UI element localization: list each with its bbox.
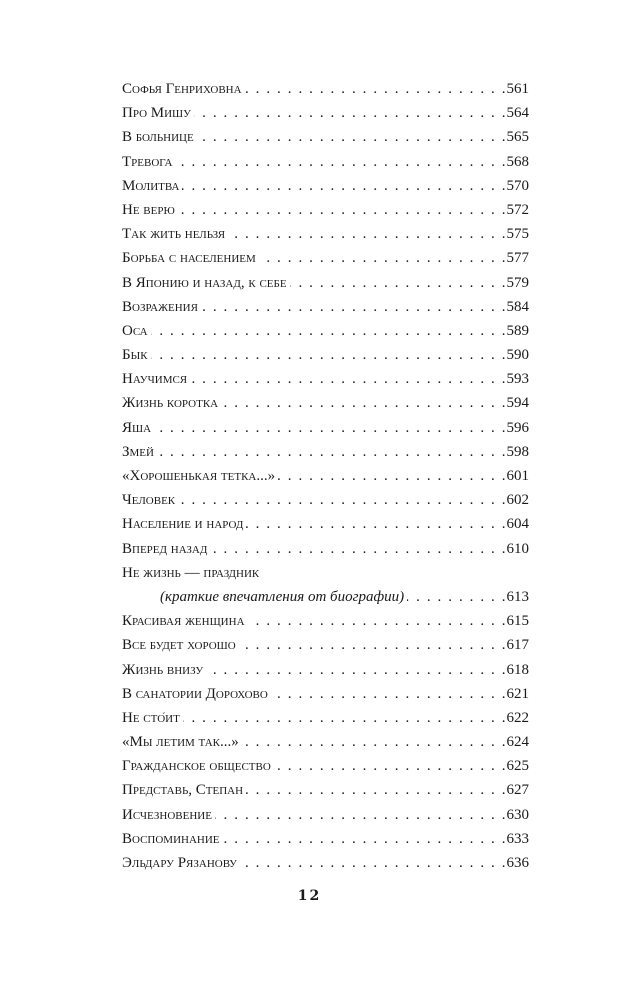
toc-entry bbox=[122, 464, 529, 488]
toc-entry-page: 615 bbox=[506, 613, 529, 630]
dot-leader bbox=[290, 271, 506, 295]
toc-entry-page: 617 bbox=[506, 637, 529, 654]
toc-entry-subtitle-row bbox=[122, 585, 529, 609]
toc-entry bbox=[122, 440, 529, 464]
toc-entry bbox=[122, 512, 529, 536]
toc-entry-page: 568 bbox=[506, 153, 529, 170]
toc-entry bbox=[122, 198, 529, 222]
dot-leader bbox=[248, 609, 506, 633]
dot-leader bbox=[240, 851, 506, 875]
toc-entry bbox=[122, 778, 529, 802]
toc-entry-title: «Хорошенькая тетка...» bbox=[122, 464, 278, 488]
toc-entry-page: 579 bbox=[506, 274, 529, 291]
toc-entry-page: 621 bbox=[506, 685, 529, 702]
toc-entry-page: 596 bbox=[506, 419, 529, 436]
toc-entry-title: Бык bbox=[122, 343, 151, 367]
toc-entry-title: В больнице bbox=[122, 125, 197, 149]
dot-leader bbox=[245, 77, 506, 101]
toc-entry-title: «Мы летим так...» bbox=[122, 730, 242, 754]
toc-entry-row bbox=[122, 754, 529, 778]
toc-entry-row bbox=[122, 222, 529, 246]
toc-entry-page: 570 bbox=[506, 177, 529, 194]
toc-entry bbox=[122, 754, 529, 778]
toc-entry-page: 610 bbox=[506, 540, 529, 557]
toc-entry-title: Гражданское общество bbox=[122, 754, 274, 778]
table-of-contents bbox=[122, 77, 529, 875]
dot-leader bbox=[407, 585, 505, 609]
toc-entry-title: Красивая женщина bbox=[122, 609, 248, 633]
toc-entry-title: В санатории Дорохово bbox=[122, 682, 271, 706]
toc-entry-row bbox=[122, 851, 529, 875]
dot-leader bbox=[242, 730, 506, 754]
toc-entry-title-row bbox=[122, 561, 529, 585]
dot-leader bbox=[154, 416, 505, 440]
toc-entry-row bbox=[122, 488, 529, 512]
toc-entry-title: Софья Генриховна bbox=[122, 77, 245, 101]
toc-entry-title: Научимся bbox=[122, 367, 190, 391]
toc-entry-page: 565 bbox=[506, 129, 529, 146]
toc-entry-title: Тревога bbox=[122, 150, 175, 174]
toc-entry-title: Молитва bbox=[122, 174, 182, 198]
toc-entry-row bbox=[122, 778, 529, 802]
toc-entry-row bbox=[122, 125, 529, 149]
toc-entry-title: Жизнь коротка bbox=[122, 391, 221, 415]
dot-leader bbox=[151, 319, 506, 343]
toc-entry-row bbox=[122, 391, 529, 415]
dot-leader bbox=[201, 295, 506, 319]
toc-entry-page: 561 bbox=[506, 81, 529, 97]
toc-entry bbox=[122, 295, 529, 319]
toc-entry bbox=[122, 271, 529, 295]
toc-entry bbox=[122, 150, 529, 174]
toc-entry-row bbox=[122, 295, 529, 319]
dot-leader bbox=[190, 367, 505, 391]
toc-entry-title: Представь, Степан bbox=[122, 778, 246, 802]
toc-entry-row bbox=[122, 633, 529, 657]
toc-entry-page: 594 bbox=[506, 395, 529, 412]
toc-entry-row bbox=[122, 512, 529, 536]
toc-entry-row bbox=[122, 101, 529, 125]
dot-leader bbox=[274, 754, 506, 778]
toc-entry bbox=[122, 246, 529, 270]
toc-entry-page: 572 bbox=[506, 201, 529, 218]
toc-entry-row bbox=[122, 827, 529, 851]
toc-entry-row bbox=[122, 367, 529, 391]
toc-entry-row bbox=[122, 198, 529, 222]
toc-entry-row bbox=[122, 537, 529, 561]
toc-entry-page: 593 bbox=[506, 371, 529, 388]
toc-entry bbox=[122, 488, 529, 512]
toc-entry bbox=[122, 391, 529, 415]
dot-leader bbox=[223, 827, 506, 851]
toc-entry-row bbox=[122, 440, 529, 464]
toc-entry-page: 584 bbox=[506, 298, 529, 315]
toc-entry bbox=[122, 682, 529, 706]
toc-entry-page: 602 bbox=[506, 492, 529, 509]
toc-entry-title: В Японию и назад, к себе bbox=[122, 271, 290, 295]
toc-entry-title: Не верю bbox=[122, 198, 178, 222]
dot-leader bbox=[228, 222, 505, 246]
toc-entry-row bbox=[122, 706, 529, 730]
toc-entry-title: Население и народ bbox=[122, 512, 246, 536]
toc-entry-title: Воспоминание bbox=[122, 827, 223, 851]
dot-leader bbox=[239, 633, 506, 657]
toc-entry bbox=[122, 77, 529, 101]
toc-entry-row bbox=[122, 319, 529, 343]
toc-entry-page: 618 bbox=[506, 661, 529, 678]
toc-entry-page: 622 bbox=[506, 709, 529, 726]
toc-entry-row bbox=[122, 658, 529, 682]
toc-entry-row bbox=[122, 730, 529, 754]
toc-entry-title: Змей bbox=[122, 440, 157, 464]
toc-entry-page: 613 bbox=[506, 588, 529, 605]
dot-leader bbox=[246, 512, 505, 536]
toc-entry-title: Не сто́ит bbox=[122, 706, 183, 730]
toc-entry-page: 590 bbox=[506, 347, 529, 364]
toc-entry bbox=[122, 730, 529, 754]
toc-entry bbox=[122, 803, 529, 827]
toc-entry-page: 625 bbox=[506, 758, 529, 775]
toc-entry-title: Человек bbox=[122, 488, 178, 512]
toc-entry-row bbox=[122, 464, 529, 488]
dot-leader bbox=[215, 803, 506, 827]
toc-entry-title: Все будет хорошо bbox=[122, 633, 239, 657]
toc-entry-page: 633 bbox=[506, 830, 529, 847]
toc-entry-row bbox=[122, 150, 529, 174]
dot-leader bbox=[210, 537, 505, 561]
toc-entry-row bbox=[122, 246, 529, 270]
toc-entry-title: Про Мишу bbox=[122, 101, 194, 125]
toc-entry-title: Яша bbox=[122, 416, 154, 440]
toc-entry-title: Борьба с населением bbox=[122, 246, 259, 270]
dot-leader bbox=[157, 440, 506, 464]
toc-entry-page: 598 bbox=[506, 443, 529, 460]
toc-entry-page: 575 bbox=[506, 226, 529, 243]
toc-entry-row bbox=[122, 609, 529, 633]
toc-entry-row bbox=[122, 682, 529, 706]
toc-entry-title: Вперед назад bbox=[122, 537, 210, 561]
toc-entry-row bbox=[122, 271, 529, 295]
toc-entry bbox=[122, 658, 529, 682]
toc-entry-page: 577 bbox=[506, 250, 529, 267]
toc-entry bbox=[122, 125, 529, 149]
toc-entry-page: 589 bbox=[506, 322, 529, 339]
toc-entry-row bbox=[122, 803, 529, 827]
dot-leader bbox=[221, 391, 505, 415]
toc-entry-title: Так жить нельзя bbox=[122, 222, 228, 246]
toc-entry-title: Исчезновение bbox=[122, 803, 215, 827]
toc-entry-row bbox=[122, 174, 529, 198]
dot-leader bbox=[271, 682, 506, 706]
dot-leader bbox=[278, 464, 505, 488]
toc-entry-title: Жизнь внизу bbox=[122, 658, 206, 682]
toc-entry-page: 601 bbox=[506, 468, 529, 484]
dot-leader bbox=[259, 246, 506, 270]
toc-entry-title: Возражения bbox=[122, 295, 201, 319]
toc-entry-subtitle: (краткие впечатления от биографии) bbox=[160, 588, 405, 605]
toc-entry bbox=[122, 367, 529, 391]
toc-entry bbox=[122, 319, 529, 343]
dot-leader bbox=[246, 778, 505, 802]
toc-entry bbox=[122, 609, 529, 633]
toc-entry bbox=[122, 851, 529, 875]
toc-entry bbox=[122, 174, 529, 198]
toc-entry-row bbox=[122, 416, 529, 440]
toc-entry bbox=[122, 561, 529, 609]
dot-leader bbox=[178, 488, 505, 512]
toc-entry bbox=[122, 222, 529, 246]
toc-entry-row bbox=[122, 77, 529, 101]
toc-entry bbox=[122, 416, 529, 440]
toc-entry-page: 636 bbox=[506, 855, 529, 872]
toc-entry-title: Эльдару Рязанову bbox=[122, 851, 240, 875]
page-number: 12 bbox=[297, 888, 322, 904]
toc-entry-page: 604 bbox=[506, 516, 529, 533]
toc-entry bbox=[122, 101, 529, 125]
toc-entry bbox=[122, 633, 529, 657]
dot-leader bbox=[175, 150, 505, 174]
toc-entry-page: 564 bbox=[506, 105, 529, 122]
dot-leader bbox=[194, 101, 506, 125]
toc-entry-row bbox=[122, 343, 529, 367]
toc-entry-page: 627 bbox=[506, 782, 529, 799]
dot-leader bbox=[151, 343, 506, 367]
toc-entry-title: Не жизнь — праздник bbox=[122, 561, 262, 585]
toc-entry-page: 630 bbox=[506, 806, 529, 823]
dot-leader bbox=[206, 658, 505, 682]
dot-leader bbox=[183, 706, 506, 730]
dot-leader bbox=[178, 198, 506, 222]
toc-entry bbox=[122, 343, 529, 367]
toc-entry bbox=[122, 537, 529, 561]
dot-leader bbox=[182, 174, 505, 198]
toc-entry-title: Оса bbox=[122, 319, 151, 343]
dot-leader bbox=[197, 125, 506, 149]
toc-entry bbox=[122, 827, 529, 851]
toc-entry-page: 624 bbox=[506, 734, 529, 751]
toc-entry bbox=[122, 706, 529, 730]
